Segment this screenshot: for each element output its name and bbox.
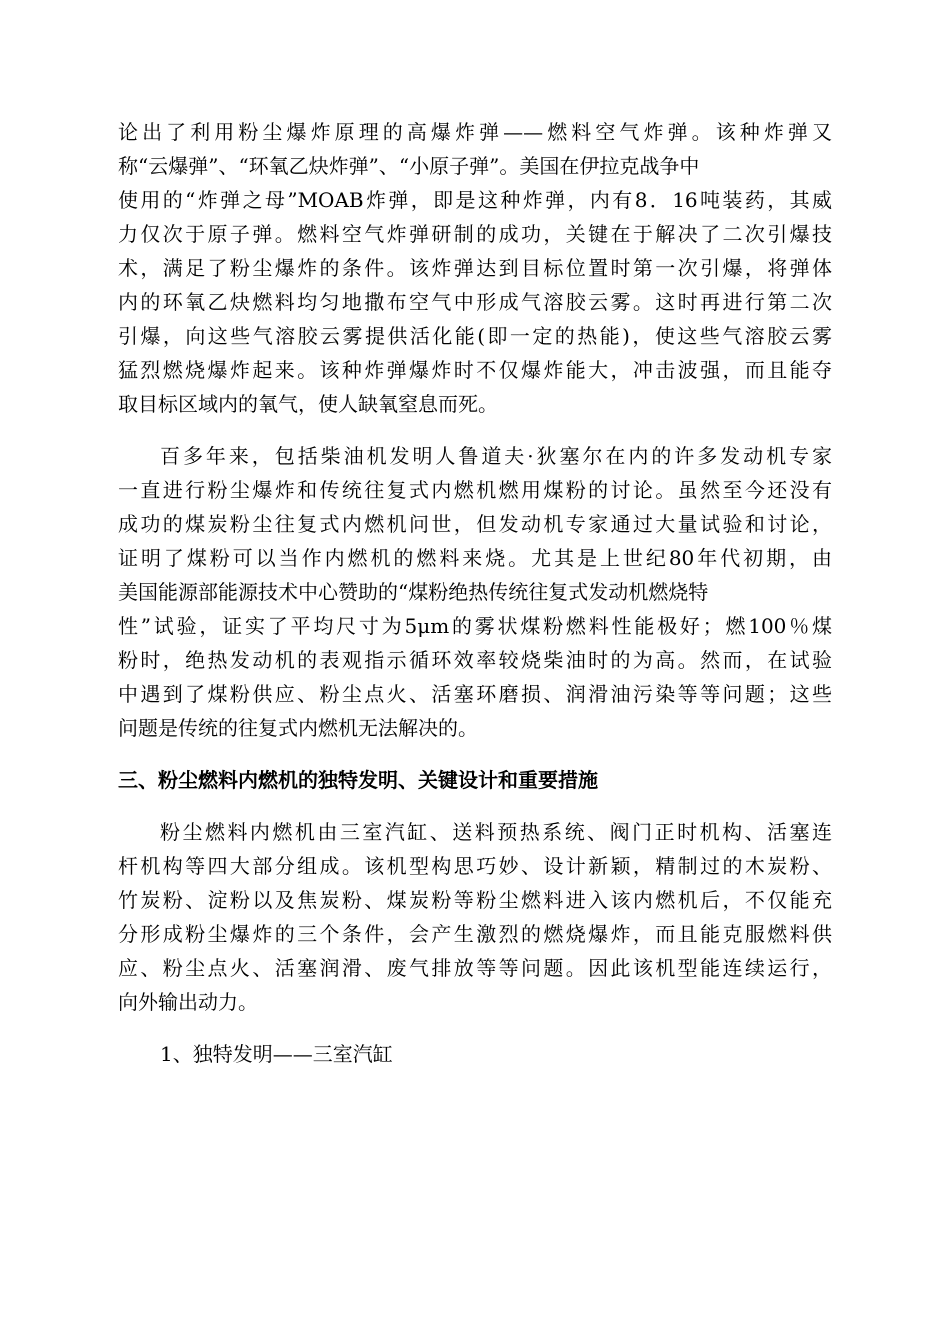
text-line: 论出了利用粉尘爆炸原理的高爆炸弹——燃料空气炸弹。该种炸弹又 [118,120,832,144]
text-line: 分形成粉尘爆炸的三个条件，会产生激烈的燃烧爆炸，而且能克服燃料供 [118,922,832,946]
text-line: 力仅次于原子弹。燃料空气炸弹研制的成功，关键在于解决了二次引爆技 [118,222,832,246]
text-line: 百多年来，包括柴油机发明人鲁道夫·狄塞尔在内的许多发动机专家 [160,444,832,468]
paragraph-gap [118,421,832,439]
text-line: 美国能源部能源技术中心赞助的“煤粉绝热传统往复式发动机燃烧特 [118,580,709,604]
text-line: 杆机构等四大部分组成。该机型构思巧妙、设计新颖，精制过的木炭粉、 [118,854,832,878]
text-line: 引爆，向这些气溶胶云雾提供活化能(即一定的热能)，使这些气溶胶云雾 [118,324,832,348]
paragraph-engine-composition [118,815,832,1019]
paragraph-fuel-air-bomb [118,115,832,421]
text-line: 成功的煤炭粉尘往复式内燃机问世，但发动机专家通过大量试验和讨论， [118,512,832,536]
text-line: 向外输出动力。 [118,990,258,1014]
paragraph-gap [118,1019,832,1037]
section-heading: 三、粉尘燃料内燃机的独特发明、关键设计和重要措施 [118,768,598,792]
subsection-heading: 1、独特发明——三室汽缸 [160,1042,393,1066]
text-line: 内的环氧乙炔燃料均匀地撒布空气中形成气溶胶云雾。这时再进行第二次 [118,290,832,314]
paragraph-coal-dust-history [118,439,832,745]
text-line: 一直进行粉尘爆炸和传统往复式内燃机燃用煤粉的讨论。虽然至今还没有 [118,478,832,502]
text-line: 应、粉尘点火、活塞润滑、废气排放等等问题。因此该机型能连续运行， [118,956,832,980]
paragraph-gap [118,745,832,763]
text-line: 称“云爆弹”、“环氧乙炔炸弹”、“小原子弹”。美国在伊拉克战争中 [118,154,700,178]
text-line: 使用的“炸弹之母”MOAB炸弹，即是这种炸弹，内有8．16吨装药，其威 [118,188,832,212]
text-line: 性”试验，证实了平均尺寸为5μm的雾状煤粉燃料性能极好；燃100％煤 [118,614,832,638]
text-line: 粉尘燃料内燃机由三室汽缸、送料预热系统、阀门正时机构、活塞连 [160,820,832,844]
text-line: 中遇到了煤粉供应、粉尘点火、活塞环磨损、润滑油污染等等问题；这些 [118,682,832,706]
text-line: 问题是传统的往复式内燃机无法解决的。 [118,716,478,740]
text-line: 竹炭粉、淀粉以及焦炭粉、煤炭粉等粉尘燃料进入该内燃机后，不仅能充 [118,888,832,912]
text-line: 术，满足了粉尘爆炸的条件。该炸弹达到目标位置时第一次引爆，将弹体 [118,256,832,280]
text-line: 证明了煤粉可以当作内燃机的燃料来烧。尤其是上世纪80年代初期，由 [118,546,832,570]
text-line: 粉时，绝热发动机的表观指示循环效率较烧柴油时的为高。然而，在试验 [118,648,832,672]
text-line: 取目标区域内的氧气，使人缺氧窒息而死。 [118,392,498,416]
text-line: 猛烈燃烧爆炸起来。该种炸弹爆炸时不仅爆炸能大，冲击波强，而且能夺 [118,358,832,382]
paragraph-gap [118,797,832,815]
